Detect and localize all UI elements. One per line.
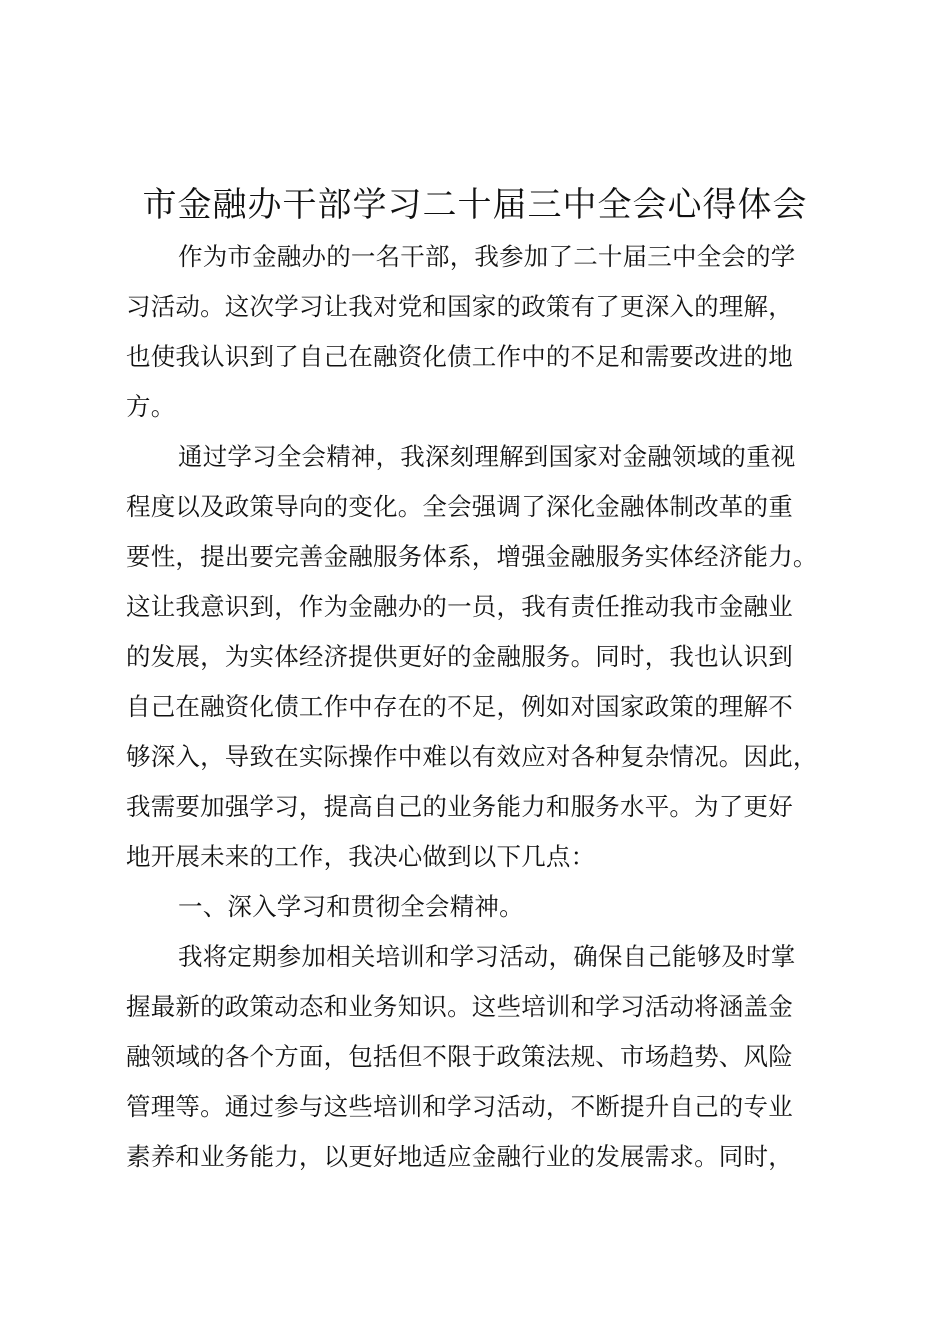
text-line: 管理等。通过参与这些培训和学习活动，不断提升自己的专业 <box>126 1092 793 1121</box>
text-line: 方。 <box>126 392 176 421</box>
text-line: 自己在融资化债工作中存在的不足，例如对国家政策的理解不 <box>126 692 793 721</box>
text-line: 够深入，导致在实际操作中难以有效应对各种复杂情况。因此， <box>126 742 818 771</box>
text-line: 我将定期参加相关培训和学习活动，确保自己能够及时掌 <box>178 942 796 971</box>
text-line: 一、深入学习和贯彻全会精神。 <box>178 892 524 921</box>
document-title: 市金融办干部学习二十届三中全会心得体会 <box>142 185 808 225</box>
section-heading <box>126 885 861 935</box>
text-line: 这让我意识到，作为金融办的一员，我有责任推动我市金融业 <box>126 592 793 621</box>
text-line: 要性，提出要完善金融服务体系，增强金融服务实体经济能力。 <box>126 542 818 571</box>
paragraph <box>126 935 861 1185</box>
text-line: 作为市金融办的一名干部，我参加了二十届三中全会的学 <box>178 242 796 271</box>
text-line: 我需要加强学习，提高自己的业务能力和服务水平。为了更好 <box>126 792 793 821</box>
document-body <box>126 235 861 1185</box>
text-line: 素养和业务能力，以更好地适应金融行业的发展需求。同时， <box>126 1142 793 1171</box>
paragraph <box>126 235 861 435</box>
text-line: 习活动。这次学习让我对党和国家的政策有了更深入的理解， <box>126 292 793 321</box>
text-line: 程度以及政策导向的变化。全会强调了深化金融体制改革的重 <box>126 492 793 521</box>
paragraph <box>126 435 861 885</box>
text-line: 融领域的各个方面，包括但不限于政策法规、市场趋势、风险 <box>126 1042 793 1071</box>
text-line: 也使我认识到了自己在融资化债工作中的不足和需要改进的地 <box>126 342 793 371</box>
text-line: 地开展未来的工作，我决心做到以下几点： <box>126 842 596 871</box>
text-line: 通过学习全会精神，我深刻理解到国家对金融领域的重视 <box>178 442 796 471</box>
text-line: 的发展，为实体经济提供更好的金融服务。同时，我也认识到 <box>126 642 793 671</box>
text-line: 握最新的政策动态和业务知识。这些培训和学习活动将涵盖金 <box>126 992 793 1021</box>
